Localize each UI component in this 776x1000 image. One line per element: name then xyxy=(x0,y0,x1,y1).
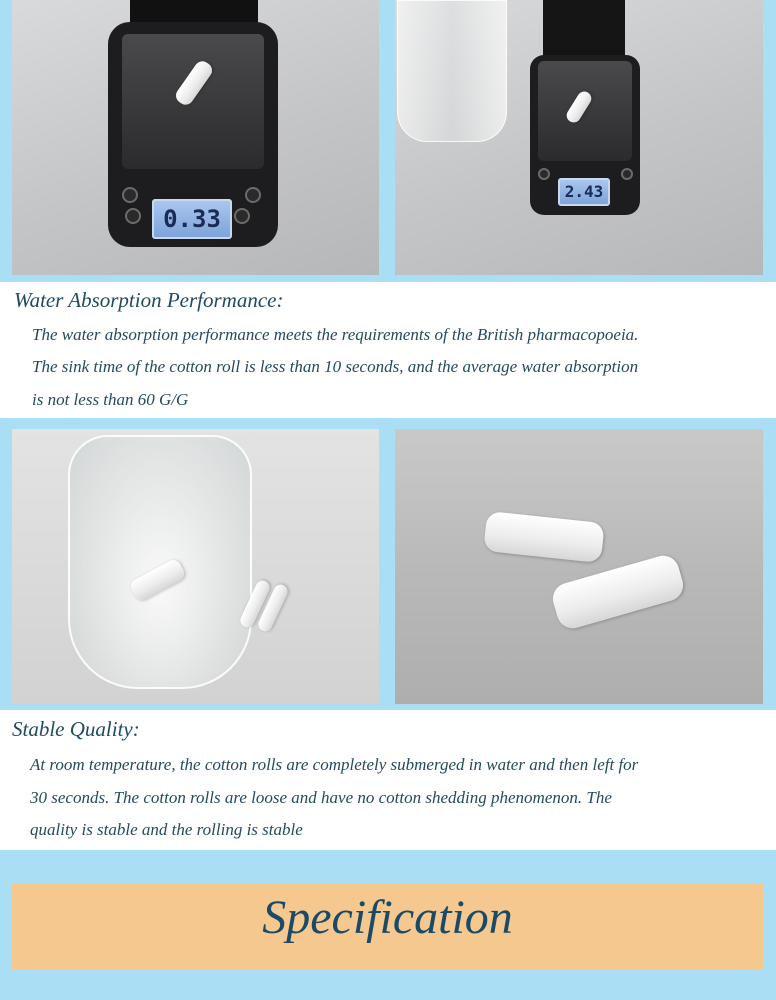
scale-button xyxy=(538,168,550,180)
scale-button xyxy=(122,187,138,203)
scale-display: 0.33 xyxy=(152,199,232,239)
stable-quality-heading: Stable Quality: xyxy=(12,717,140,741)
cotton-roll xyxy=(483,511,605,563)
scale-button xyxy=(234,208,250,224)
stable-quality-line: At room temperature, the cotton rolls are completely submerged in water and then left for xyxy=(30,755,639,774)
stable-quality-line: 30 seconds. The cotton rolls are loose and have no cotton shedding phenomenon. The xyxy=(30,788,612,807)
photo-scale-dry xyxy=(12,0,379,275)
scale-body xyxy=(108,22,278,247)
scale-button xyxy=(125,208,141,224)
specification-title: Specification xyxy=(262,891,513,944)
photo-beaker-rolls xyxy=(12,429,379,704)
beaker xyxy=(68,435,252,689)
photo-scale-wet xyxy=(395,0,763,275)
scale-plate xyxy=(538,61,632,161)
scale-button xyxy=(245,187,261,203)
beaker xyxy=(397,0,507,142)
scale-lid xyxy=(543,0,625,58)
scale-body xyxy=(530,55,640,215)
scale-button xyxy=(621,168,633,180)
water-absorption-heading: Water Absorption Performance: xyxy=(14,288,284,312)
scale-lid xyxy=(130,0,258,24)
water-absorption-line: The sink time of the cotton roll is less than 10 seconds, and the average water absorption xyxy=(32,357,639,376)
water-absorption-line: The water absorption performance meets the requirements of the British pharmacopoeia. xyxy=(32,325,639,344)
scale-display: 2.43 xyxy=(558,178,610,206)
photo-two-rolls xyxy=(395,429,763,704)
cotton-roll xyxy=(549,552,687,632)
scale-plate xyxy=(122,34,264,169)
specification-banner xyxy=(12,884,763,970)
water-absorption-line: is not less than 60 G/G xyxy=(32,390,189,409)
stable-quality-line: quality is stable and the rolling is stable xyxy=(30,820,303,839)
